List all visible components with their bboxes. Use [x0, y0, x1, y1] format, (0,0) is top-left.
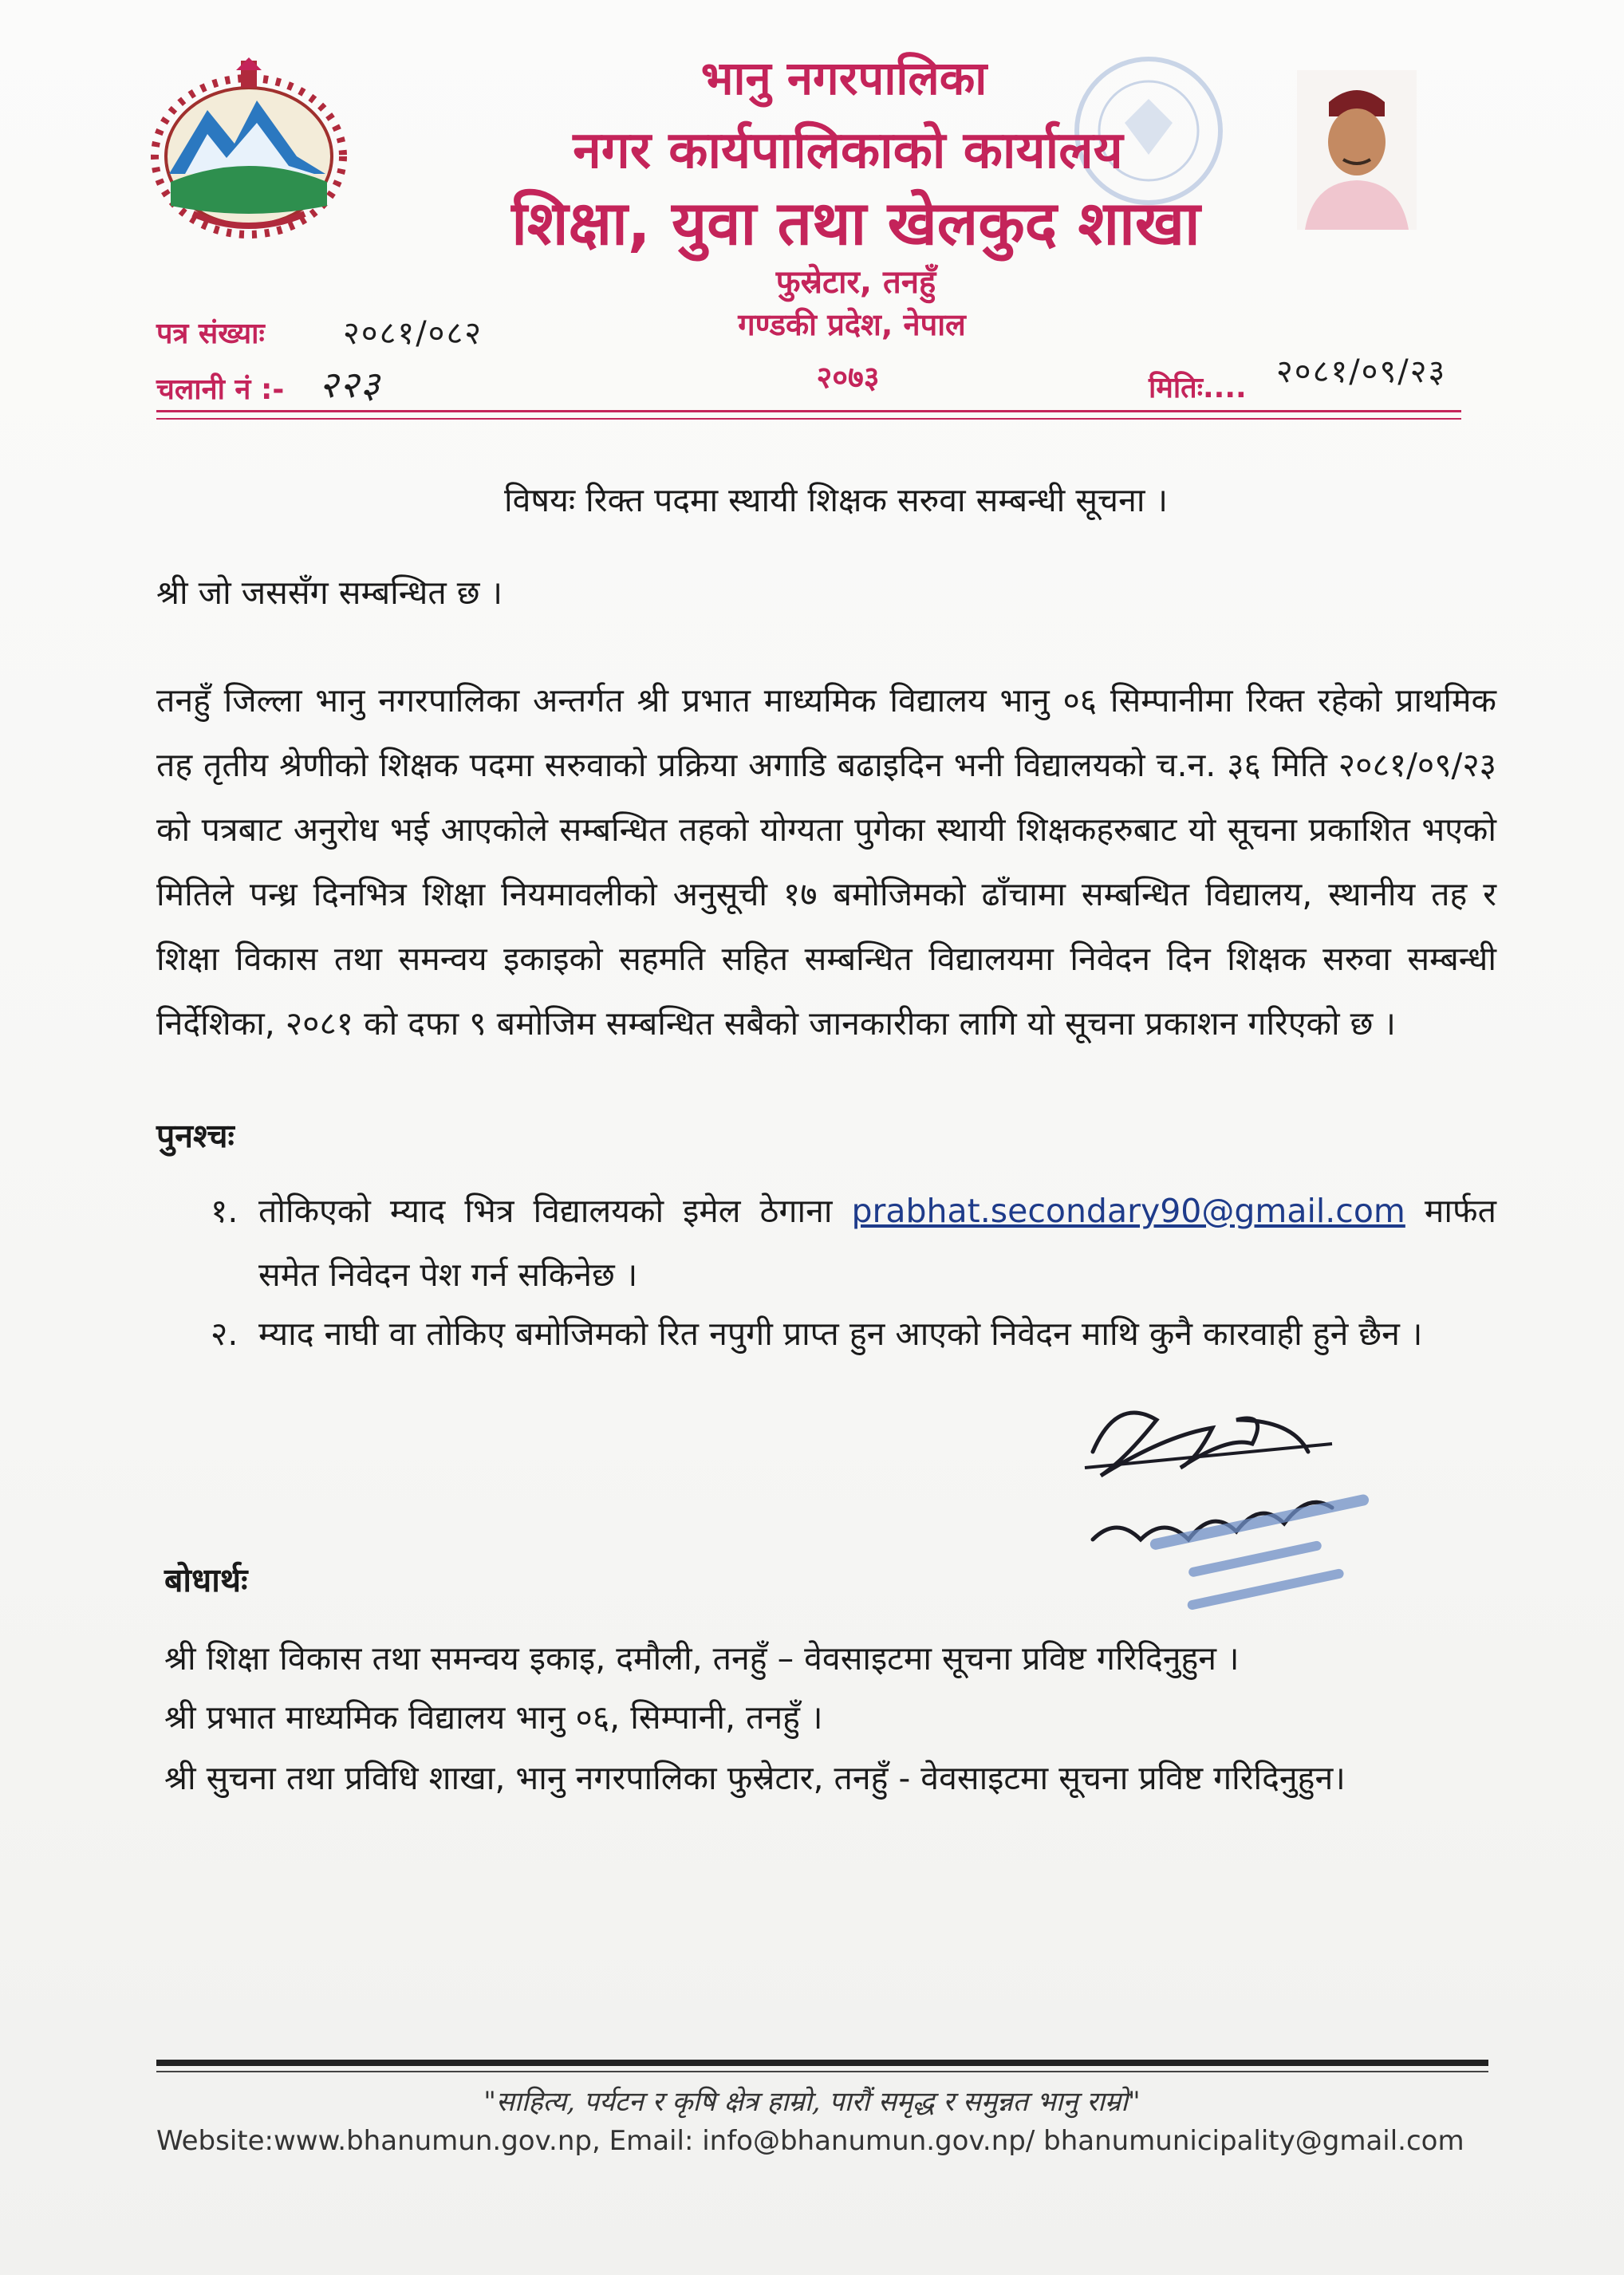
- dispatch-number-value: २२३: [319, 363, 381, 406]
- reference-number-label: पत्र संख्याः: [156, 317, 265, 350]
- school-email-link[interactable]: prabhat.secondary90@gmail.com: [851, 1192, 1405, 1230]
- office-province: गण्डकी प्रदेश, नेपाल: [738, 307, 966, 342]
- notice-body-paragraph: तनहुँ जिल्ला भानु नगरपालिका अन्तर्गत श्री प्रभात माध्यमिक विद्यालय भानु ०६ सिम्पानीमा रिक्त रहेको प्राथमिक तह तृतीय श्रेणीको शिक्षक पदमा सरुवाको प्रक्रिया अगाडि बढाइदिन भनी विद्यालयको च.न. ३६ मिति २०८१/०९/२३ को पत्रबाट अनुरोध भई आएकोले सम्बन्धित तहको योग्यता पुगेका स्थायी शिक्षकहरुबाट यो सूचना प्रकाशित भएको मितिले पन्ध्र दिनभित्र शिक्षा नियमावलीको अनुसूची १७ बमोजिमको ढाँचामा सम्बन्धित विद्यालय, स्थानीय तह र शिक्षा विकास तथा समन्वय इकाइको सहमति सहित सम्बन्धित विद्यालयमा निवेदन दिन शिक्षक सरुवा सम्बन्धी निर्देशिका, २०८१ को दफा ९ बमोजिम सम्बन्धित सबैको जानकारीका लागि यो सूचना प्रकाशन गरिएको छ ।: [156, 681, 1496, 1043]
- postscript-item-2: [211, 1302, 1496, 1366]
- footer-contact-info: Website:www.bhanumun.gov.np, Email: info@bhanumun.gov.np/ bhanumunicipality@gmail.com: [156, 2125, 1464, 2157]
- date-value: २०८१/०९/२३: [1276, 353, 1447, 390]
- postscript-item-1-text-after: मार्फत समेत निवेदन पेश गर्न सकिनेछ ।: [258, 1192, 1496, 1294]
- reference-number-value: २०८१/०८२: [343, 315, 483, 352]
- established-year: २०७३: [816, 360, 880, 395]
- office-location: फुस्रेटार, तनहुँ: [775, 264, 936, 301]
- postscript-item-1-text-before: तोकिएको म्याद भित्र विद्यालयको इमेल ठेगाना: [258, 1192, 833, 1230]
- footer-divider-thin: [156, 2071, 1488, 2072]
- header-divider-bottom: [156, 418, 1461, 420]
- date-label: मितिः....: [1149, 372, 1247, 404]
- postscript-item-2-number: २.: [211, 1315, 238, 1353]
- cc-label: बोधार्थः: [164, 1561, 248, 1599]
- cc-line-1: श्री शिक्षा विकास तथा समन्वय इकाइ, दमौली, तनहुँ – वेवसाइटमा सूचना प्रविष्ट गरिदिनुहुन ।: [164, 1639, 1240, 1678]
- postscript-item-1-number: १.: [211, 1192, 238, 1230]
- header-divider-top: [156, 410, 1461, 412]
- postscript-item-1: [211, 1179, 1496, 1307]
- salutation: श्री जो जससँग सम्बन्धित छ ।: [156, 574, 503, 612]
- dispatch-number-label: चलानी नं :-: [156, 373, 285, 406]
- municipality-name: भानु नगरपालिका: [700, 51, 987, 105]
- office-name: नगर कार्यपालिकाको कार्यालय: [573, 121, 1123, 180]
- officer-stamp: [1133, 1484, 1404, 1643]
- postscript-label: पुनश्चः: [156, 1117, 235, 1155]
- section-name: शिक्षा, युवा तथा खेलकुद शाखा: [511, 187, 1200, 258]
- cc-line-2: श्री प्रभात माध्यमिक विद्यालय भानु ०६, सिम्पानी, तनहुँ ।: [164, 1698, 823, 1737]
- postscript-item-2-text: म्याद नाघी वा तोकिए बमोजिमको रित नपुगी प्राप्त हुन आएको निवेदन माथि कुनै कारवाही हुने छैन ।: [258, 1315, 1423, 1353]
- official-portrait-photo: [1297, 70, 1417, 230]
- subject-line: विषयः रिक्त पदमा स्थायी शिक्षक सरुवा सम्बन्धी सूचना ।: [503, 481, 1169, 519]
- cc-line-3: श्री सुचना तथा प्रविधि शाखा, भानु नगरपालिका फुस्रेटार, तनहुँ - वेवसाइटमा सूचना प्रविष्ट गरिदिनुहुन।: [164, 1759, 1346, 1797]
- footer-slogan: "साहित्य, पर्यटन र कृषि क्षेत्र हाम्रो, पारौं समृद्ध र समुन्नत भानु राम्रो": [483, 2086, 1141, 2118]
- footer-divider-thick: [156, 2060, 1488, 2066]
